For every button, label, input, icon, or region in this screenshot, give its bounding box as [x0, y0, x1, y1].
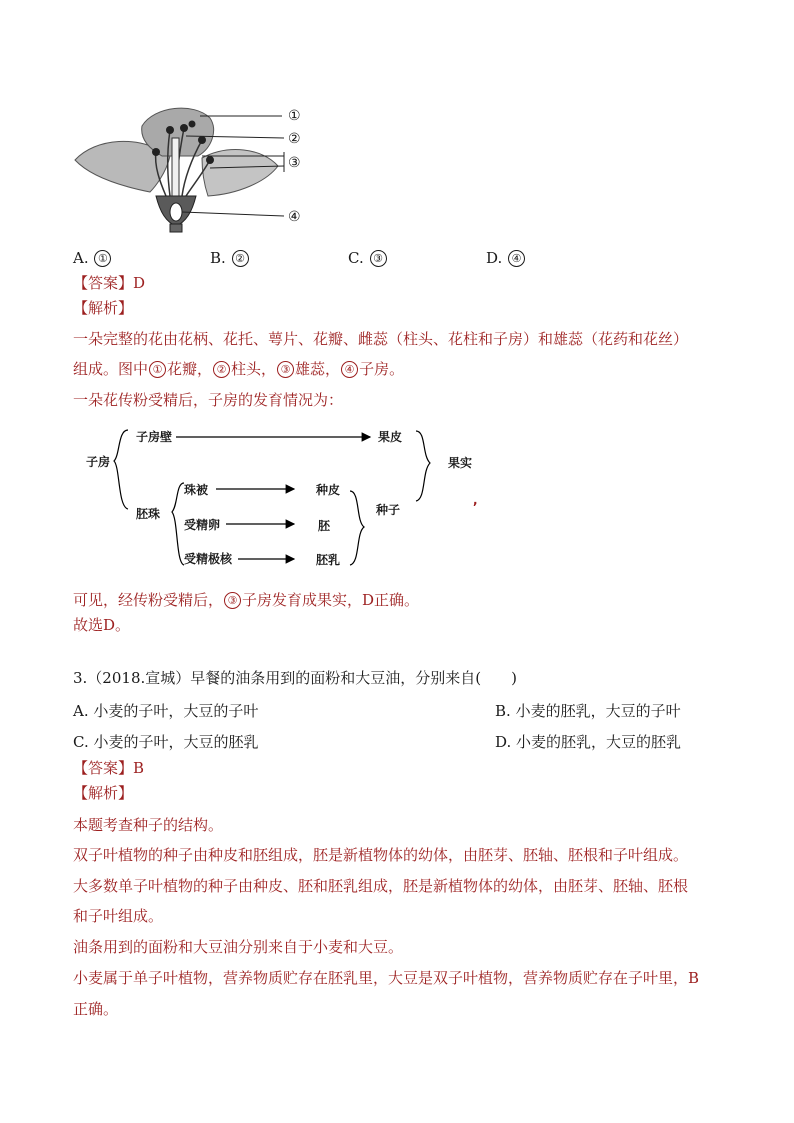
q3-analysis-line-2: 双子叶植物的种子由种皮和胚组成，胚是新植物体的幼体，由胚芽、胚轴、胚根和子叶组成。 [73, 846, 689, 864]
q2-option-b: B. ② [210, 248, 250, 268]
figure-label-4: ④ [288, 209, 301, 225]
diagram-ovary-wall: 子房壁 [136, 430, 173, 444]
q3-question: 3.（2018.宣城）早餐的油条用到的面粉和大豆油，分别来自( ) [73, 669, 517, 687]
circled-mark: ③ [277, 361, 294, 378]
flower-figure [70, 100, 310, 235]
q3-analysis-line-3: 大多数单子叶植物的种子由种皮、胚和胚乳组成，胚是新植物体的幼体，由胚芽、胚轴、胚根 [73, 877, 689, 895]
figure-label-2: ② [288, 131, 301, 147]
circled-mark: ③ [224, 592, 241, 609]
q3-option-a: A. 小麦的子叶，大豆的子叶 [73, 702, 259, 720]
diagram-fruit: 果实 [448, 456, 473, 470]
circled-mark: ① [149, 361, 166, 378]
q2-analysis-p1: 一朵完整的花由花柄、花托、萼片、花瓣、雌蕊（柱头、花柱和子房）和雄蕊（花药和花丝） [73, 330, 689, 348]
q2-analysis-tag: 【解析】 [73, 299, 134, 317]
diagram-ovule: 胚珠 [136, 507, 161, 521]
diagram-ovary: 子房 [86, 455, 111, 469]
diagram-fertilized-egg: 受精卵 [184, 518, 221, 532]
diagram-lines [80, 425, 500, 575]
q3-analysis-line-7: 正确。 [73, 1000, 119, 1018]
flower-drawing [70, 100, 310, 235]
q2-analysis-p5: 故选D。 [73, 616, 131, 634]
figure-label-3: ③ [288, 155, 301, 171]
diagram-integument: 珠被 [184, 483, 209, 497]
circled-mark: ① [94, 250, 111, 267]
q3-answer: 【答案】B [73, 759, 145, 777]
q3-analysis-line-5: 油条用到的面粉和大豆油分别来自于小麦和大豆。 [73, 938, 404, 956]
q2-analysis-p4: 可见，经传粉受精后， ③ 子房发育成果实，D正确。 [73, 591, 420, 609]
ovary-development-diagram [80, 425, 500, 575]
q2-answer: 【答案】D [73, 274, 146, 292]
diagram-embryo: 胚 [318, 519, 331, 533]
circled-mark: ③ [370, 250, 387, 267]
figure-label-1: ① [288, 108, 301, 124]
circled-mark: ④ [508, 250, 525, 267]
circled-mark: ② [213, 361, 230, 378]
diagram-endosperm: 胚乳 [316, 553, 341, 567]
diagram-stray-mark: , [473, 493, 478, 507]
q3-analysis-tag: 【解析】 [73, 784, 134, 802]
q2-analysis-p2: 组成。图中 ① 花瓣， ② 柱头， ③ 雄蕊， ④ 子房。 [73, 360, 405, 378]
q2-option-a: A. ① [73, 248, 112, 268]
q3-option-c: C. 小麦的子叶，大豆的胚乳 [73, 733, 259, 751]
q3-option-d: D. 小麦的胚乳，大豆的胚乳 [495, 733, 682, 751]
circled-mark: ② [232, 250, 249, 267]
circled-mark: ④ [341, 361, 358, 378]
q3-analysis-line-6: 小麦属于单子叶植物，营养物质贮存在胚乳里，大豆是双子叶植物，营养物质贮存在子叶里，B [73, 969, 700, 987]
q2-analysis-p3: 一朵花传粉受精后，子房的发育情况为： [73, 391, 344, 409]
q2-option-c: C. ③ [348, 248, 388, 268]
q3-analysis-line-4: 和子叶组成。 [73, 907, 164, 925]
diagram-pericarp: 果皮 [378, 430, 403, 444]
q3-analysis-line-1: 本题考查种子的结构。 [73, 816, 224, 834]
diagram-seed-coat: 种皮 [316, 483, 341, 497]
diagram-fertilized-polar-nuclei: 受精极核 [184, 552, 233, 566]
diagram-seed: 种子 [376, 503, 401, 517]
q2-option-d: D. ④ [486, 248, 526, 268]
q3-option-b: B. 小麦的胚乳，大豆的子叶 [495, 702, 681, 720]
